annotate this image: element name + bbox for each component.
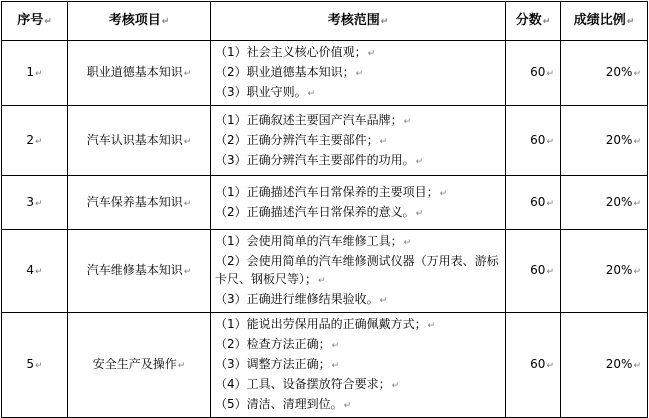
scope-line-text: （3）正确分辨汽车主要部件的功用。	[215, 152, 415, 167]
paragraph-mark-icon: ↵	[318, 276, 326, 286]
scope-line-text: （1）正确叙述主要国产汽车品牌；	[215, 112, 403, 127]
paragraph-mark-icon: ↵	[626, 16, 635, 27]
item-text: 汽车保养基本知识	[86, 194, 183, 209]
assessment-table	[1, 1, 648, 418]
paragraph-mark-icon: ↵	[633, 198, 641, 209]
header-index: 序号↵	[2, 2, 68, 41]
score-text: 60	[530, 357, 546, 371]
cell-ratio	[561, 41, 648, 106]
index-text: 4	[26, 263, 35, 277]
paragraph-mark-icon: ↵	[183, 69, 192, 79]
scope-line-text: （3）调整方法正确；	[215, 357, 331, 371]
header-score: 分数↵	[506, 2, 561, 41]
paragraph-mark-icon: ↵	[379, 136, 388, 147]
scope-line-text: （2）职业道德基本知识；	[215, 65, 355, 79]
index-text: 1	[26, 65, 35, 79]
scope-line-text: （1）正确描述汽车日常保养的主要项目；	[215, 184, 439, 199]
score-text: 60	[530, 65, 546, 79]
cell-scope	[211, 230, 506, 313]
ratio-text: 20%	[605, 65, 633, 79]
item-text: 汽车维修基本知识	[86, 263, 183, 277]
paragraph-mark-icon: ↵	[439, 188, 448, 199]
header-row	[2, 2, 648, 41]
scope-line-text: （2）检查方法正确；	[215, 337, 331, 351]
cell-index	[2, 41, 68, 106]
cell-score	[506, 313, 561, 418]
header-item: 考核项目↵	[68, 2, 211, 41]
paragraph-mark-icon: ↵	[415, 208, 424, 219]
cell-ratio	[561, 176, 648, 230]
paragraph-mark-icon: ↵	[177, 361, 186, 371]
table-row	[2, 313, 648, 418]
paragraph-mark-icon: ↵	[427, 321, 436, 331]
scope-line-text: （1）能说出劳保用品的正确佩戴方式；	[215, 317, 427, 331]
scope-line	[215, 131, 501, 151]
item-text: 安全生产及操作	[92, 357, 177, 371]
cell-score	[506, 41, 561, 106]
cell-item	[68, 106, 211, 176]
score-text: 60	[530, 194, 546, 209]
scope-line	[215, 395, 501, 415]
ratio-text: 20%	[605, 194, 633, 209]
header-ratio: 成绩比例↵	[561, 2, 648, 41]
index-text: 2	[26, 132, 35, 147]
ratio-text: 20%	[605, 357, 633, 371]
scope-line	[215, 43, 501, 63]
paragraph-mark-icon: ↵	[331, 341, 340, 351]
cell-index	[2, 176, 68, 230]
score-text: 60	[530, 132, 546, 147]
paragraph-mark-icon: ↵	[161, 16, 170, 27]
paragraph-mark-icon: ↵	[546, 136, 554, 147]
cell-ratio	[561, 313, 648, 418]
scope-line	[215, 63, 501, 83]
index-text: 3	[26, 194, 35, 209]
paragraph-mark-icon: ↵	[35, 198, 43, 209]
table-row	[2, 41, 648, 106]
ratio-text: 20%	[605, 263, 633, 277]
paragraph-mark-icon: ↵	[546, 267, 554, 277]
scope-line-text: （4）工具、设备摆放符合要求；	[215, 377, 391, 391]
cell-scope	[211, 41, 506, 106]
scope-line	[215, 355, 501, 375]
header-scope: 考核范围↵	[211, 2, 506, 41]
cell-index	[2, 106, 68, 176]
paragraph-mark-icon: ↵	[415, 156, 424, 167]
scope-line-text: （3）职业守则。	[215, 85, 307, 99]
scope-line-text: （2）正确描述汽车日常保养的意义。	[215, 204, 415, 219]
paragraph-mark-icon: ↵	[403, 116, 412, 127]
scope-line	[215, 111, 501, 131]
scope-line-text: （1）社会主义核心价值观；	[215, 45, 367, 59]
paragraph-mark-icon: ↵	[355, 69, 364, 79]
scope-line	[215, 183, 501, 203]
paragraph-mark-icon: ↵	[307, 89, 316, 99]
table-body	[2, 41, 648, 418]
cell-score	[506, 176, 561, 230]
paragraph-mark-icon: ↵	[391, 381, 400, 391]
item-text: 汽车认识基本知识	[86, 132, 183, 147]
cell-item	[68, 41, 211, 106]
scope-line	[215, 315, 501, 335]
paragraph-mark-icon: ↵	[35, 136, 43, 147]
scope-line	[215, 232, 501, 252]
table-row	[2, 176, 648, 230]
paragraph-mark-icon: ↵	[633, 136, 641, 147]
paragraph-mark-icon: ↵	[183, 267, 192, 277]
scope-line-text: （5）清洁、清理到位。	[215, 397, 343, 411]
paragraph-mark-icon: ↵	[633, 69, 641, 79]
index-text: 5	[26, 357, 35, 371]
paragraph-mark-icon: ↵	[542, 16, 551, 27]
cell-item	[68, 176, 211, 230]
scope-line-text: （1）会使用简单的汽车维修工具；	[215, 234, 403, 248]
cell-index	[2, 313, 68, 418]
paragraph-mark-icon: ↵	[35, 267, 43, 277]
paragraph-mark-icon: ↵	[380, 16, 389, 27]
cell-score	[506, 106, 561, 176]
scope-line-text: （2）会使用简单的汽车维修测试仪器（万用表、游标卡尺、钢板尺等）；	[215, 254, 499, 286]
paragraph-mark-icon: ↵	[367, 49, 376, 59]
scope-line	[215, 203, 501, 223]
table-row	[2, 230, 648, 313]
table-header	[2, 2, 648, 41]
cell-ratio	[561, 106, 648, 176]
paragraph-mark-icon: ↵	[35, 69, 43, 79]
paragraph-mark-icon: ↵	[343, 401, 352, 411]
table-row	[2, 106, 648, 176]
scope-line	[215, 335, 501, 355]
paragraph-mark-icon: ↵	[183, 136, 192, 147]
paragraph-mark-icon: ↵	[379, 296, 388, 306]
scope-line-text: （3）正确进行维修结果验收。	[215, 292, 379, 306]
item-text: 职业道德基本知识	[86, 65, 183, 79]
scope-line	[215, 375, 501, 395]
cell-index	[2, 230, 68, 313]
cell-score	[506, 230, 561, 313]
paragraph-mark-icon: ↵	[183, 198, 192, 209]
cell-scope	[211, 106, 506, 176]
paragraph-mark-icon: ↵	[546, 69, 554, 79]
paragraph-mark-icon: ↵	[633, 267, 641, 277]
paragraph-mark-icon: ↵	[403, 238, 412, 248]
cell-ratio	[561, 230, 648, 313]
paragraph-mark-icon: ↵	[546, 361, 554, 371]
paragraph-mark-icon: ↵	[44, 16, 52, 27]
cell-item	[68, 230, 211, 313]
scope-line	[215, 252, 501, 290]
ratio-text: 20%	[605, 132, 633, 147]
paragraph-mark-icon: ↵	[35, 361, 43, 371]
paragraph-mark-icon: ↵	[633, 361, 641, 371]
scope-line	[215, 290, 501, 310]
paragraph-mark-icon: ↵	[546, 198, 554, 209]
cell-scope	[211, 313, 506, 418]
cell-item	[68, 313, 211, 418]
cell-scope	[211, 176, 506, 230]
scope-line	[215, 83, 501, 103]
paragraph-mark-icon: ↵	[331, 361, 340, 371]
score-text: 60	[530, 263, 546, 277]
scope-line-text: （2）正确分辨汽车主要部件；	[215, 132, 379, 147]
scope-line	[215, 151, 501, 171]
